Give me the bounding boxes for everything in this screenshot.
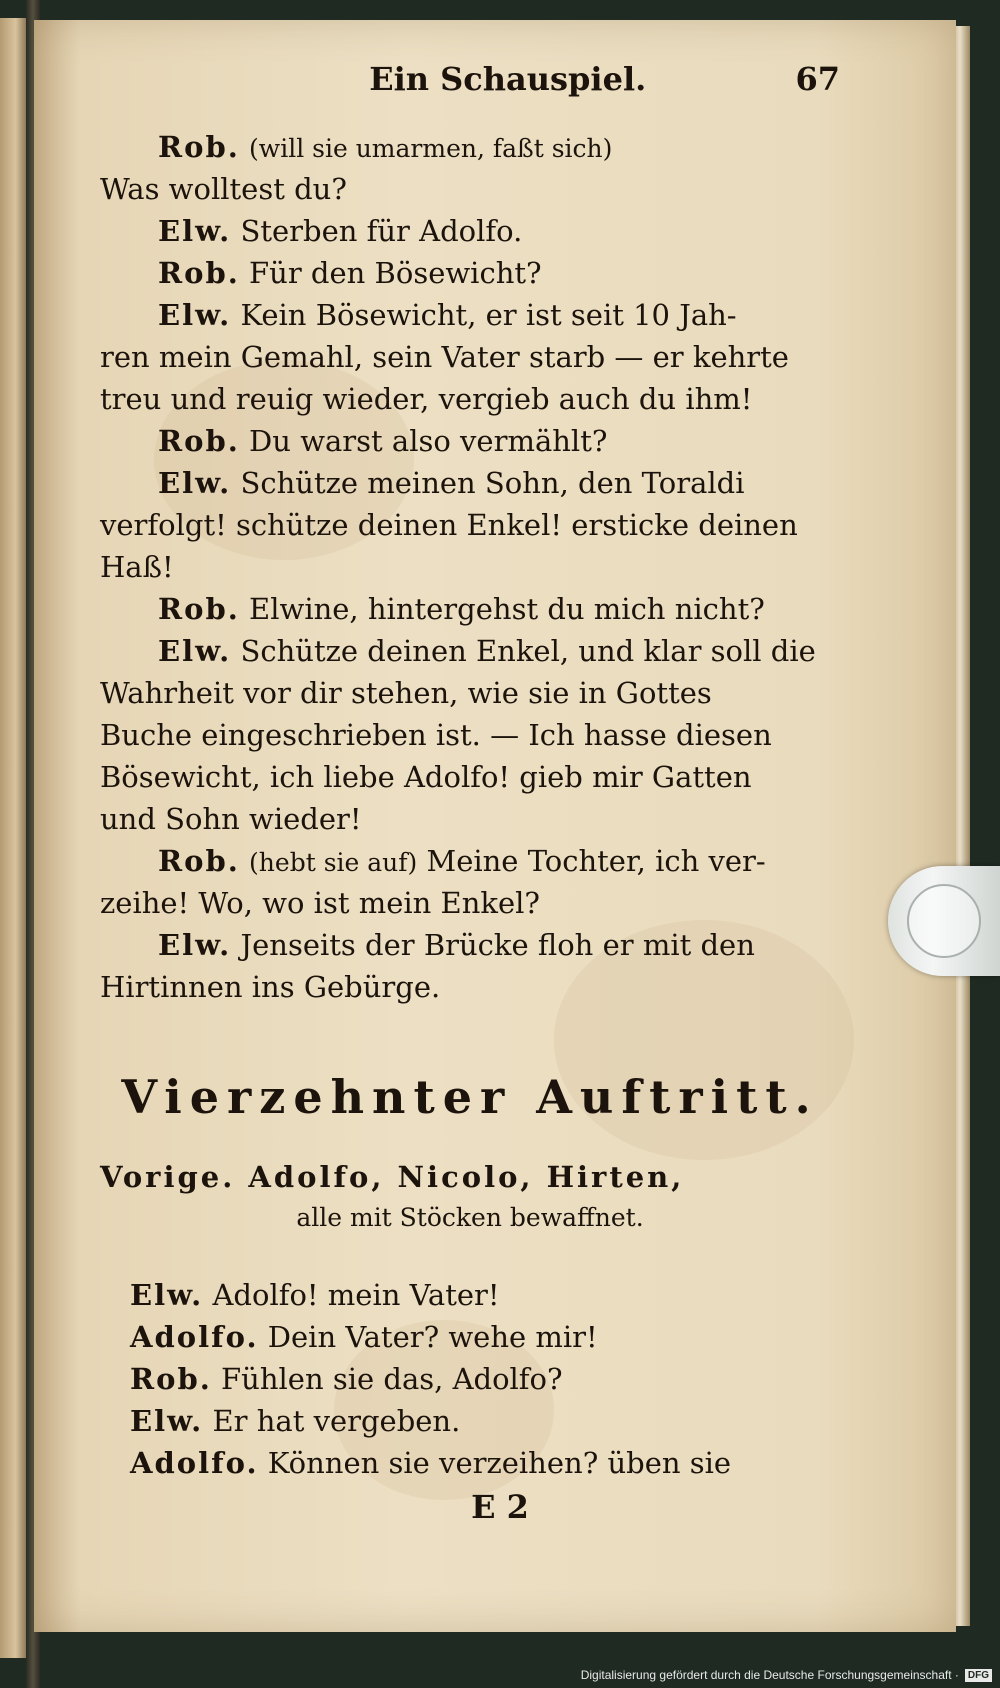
text-line (100, 126, 840, 168)
speaker-name: Rob. (158, 844, 240, 878)
text-line (100, 798, 840, 840)
line-text: Wahrheit vor dir stehen, wie sie in Gottes (100, 676, 712, 710)
speaker-name: Rob. (158, 256, 240, 290)
line-text: Schütze meinen Sohn, den Toraldi (240, 466, 745, 500)
left-page-edge (0, 18, 26, 1658)
text-line (100, 924, 840, 966)
line-text: Kein Bösewicht, er ist seit 10 Jah- (240, 298, 737, 332)
scene-persons: Vorige. Adolfo, Nicolo, Hirten, (100, 1160, 685, 1194)
footer-credit-text: Digitalisierung gefördert durch die Deutsche Forschungsgemeinschaft · (580, 1668, 959, 1682)
scene-persons-note: alle mit Stöcken bewaffnet. (296, 1203, 644, 1232)
dfg-logo: DFG (965, 1669, 992, 1682)
text-line (100, 336, 840, 378)
text-line (100, 378, 840, 420)
line-text: Was wolltest du? (100, 172, 347, 206)
speaker-name: Elw. (158, 298, 232, 332)
speaker-name: Elw. (158, 214, 232, 248)
speaker-name: Elw. (158, 466, 232, 500)
line-text: ren mein Gemahl, sein Vater starb — er kehrte (100, 340, 789, 374)
text-line (100, 1274, 840, 1316)
text-line (100, 1358, 840, 1400)
line-text: Adolfo! mein Vater! (212, 1278, 500, 1312)
line-text: Du warst also vermählt? (249, 424, 608, 458)
running-title: Ein Schauspiel. (369, 60, 647, 98)
text-line (100, 1316, 840, 1358)
speaker-name: Elw. (158, 928, 232, 962)
line-text: Für den Bösewicht? (249, 256, 542, 290)
text-line (100, 210, 840, 252)
text-line (100, 630, 840, 672)
text-line (100, 252, 840, 294)
line-text: Elwine, hintergehst du mich nicht? (249, 592, 765, 626)
speaker-name: Rob. (158, 130, 240, 164)
text-line (100, 672, 840, 714)
text-line (100, 546, 840, 588)
signature-mark: E 2 (471, 1488, 529, 1526)
dialogue-block (100, 126, 840, 1008)
footer-credit (581, 1664, 992, 1686)
line-text: Schütze deinen Enkel, und klar soll die (240, 634, 816, 668)
line-text: zeihe! Wo, wo ist mein Enkel? (100, 886, 540, 920)
page-clip (888, 866, 1000, 976)
speaker-name: Rob. (158, 592, 240, 626)
text-line (100, 966, 840, 1008)
line-text: Buche eingeschrieben ist. — Ich hasse diesen (100, 718, 772, 752)
page-text (100, 60, 840, 1526)
text-line (100, 714, 840, 756)
speaker-name: Rob. (158, 424, 240, 458)
text-line (100, 882, 840, 924)
text-line (100, 588, 840, 630)
line-text: Hirtinnen ins Gebürge. (100, 970, 441, 1004)
speaker-name: Adolfo. (130, 1320, 259, 1354)
dialogue-block-2 (100, 1274, 840, 1484)
text-line (100, 420, 840, 462)
stage-direction: (will sie umarmen, faßt sich) (249, 134, 613, 163)
speaker-name: Adolfo. (130, 1446, 259, 1480)
line-text: Bösewicht, ich liebe Adolfo! gieb mir Gatten (100, 760, 752, 794)
text-line (100, 168, 840, 210)
text-line (100, 462, 840, 504)
page-number: 67 (795, 60, 840, 98)
line-text: treu und reuig wieder, vergieb auch du ihm! (100, 382, 753, 416)
line-text: Können sie verzeihen? üben sie (267, 1446, 732, 1480)
text-line (100, 1400, 840, 1442)
text-line (100, 504, 840, 546)
page-header (100, 60, 840, 126)
text-line (100, 294, 840, 336)
text-line (100, 840, 840, 882)
line-text: Er hat vergeben. (212, 1404, 461, 1438)
speaker-name: Elw. (158, 634, 232, 668)
line-text: Dein Vater? wehe mir! (267, 1320, 598, 1354)
text-line (100, 1442, 840, 1484)
line-text: Fühlen sie das, Adolfo? (221, 1362, 563, 1396)
line-text: Jenseits der Brücke floh er mit den (240, 928, 755, 962)
line-text: verfolgt! schütze deinen Enkel! ersticke deinen (100, 508, 798, 542)
line-text: Sterben für Adolfo. (240, 214, 523, 248)
speaker-name: Elw. (130, 1404, 204, 1438)
stage-direction: (hebt sie auf) (249, 848, 418, 877)
scene-heading: Vierzehnter Auftritt. (121, 1070, 819, 1124)
line-text: und Sohn wieder! (100, 802, 362, 836)
speaker-name: Rob. (130, 1362, 212, 1396)
page-clip-ring (907, 884, 981, 958)
line-text: Haß! (100, 550, 174, 584)
text-line (100, 756, 840, 798)
speaker-name: Elw. (130, 1278, 204, 1312)
line-text: Meine Tochter, ich ver- (426, 844, 766, 878)
